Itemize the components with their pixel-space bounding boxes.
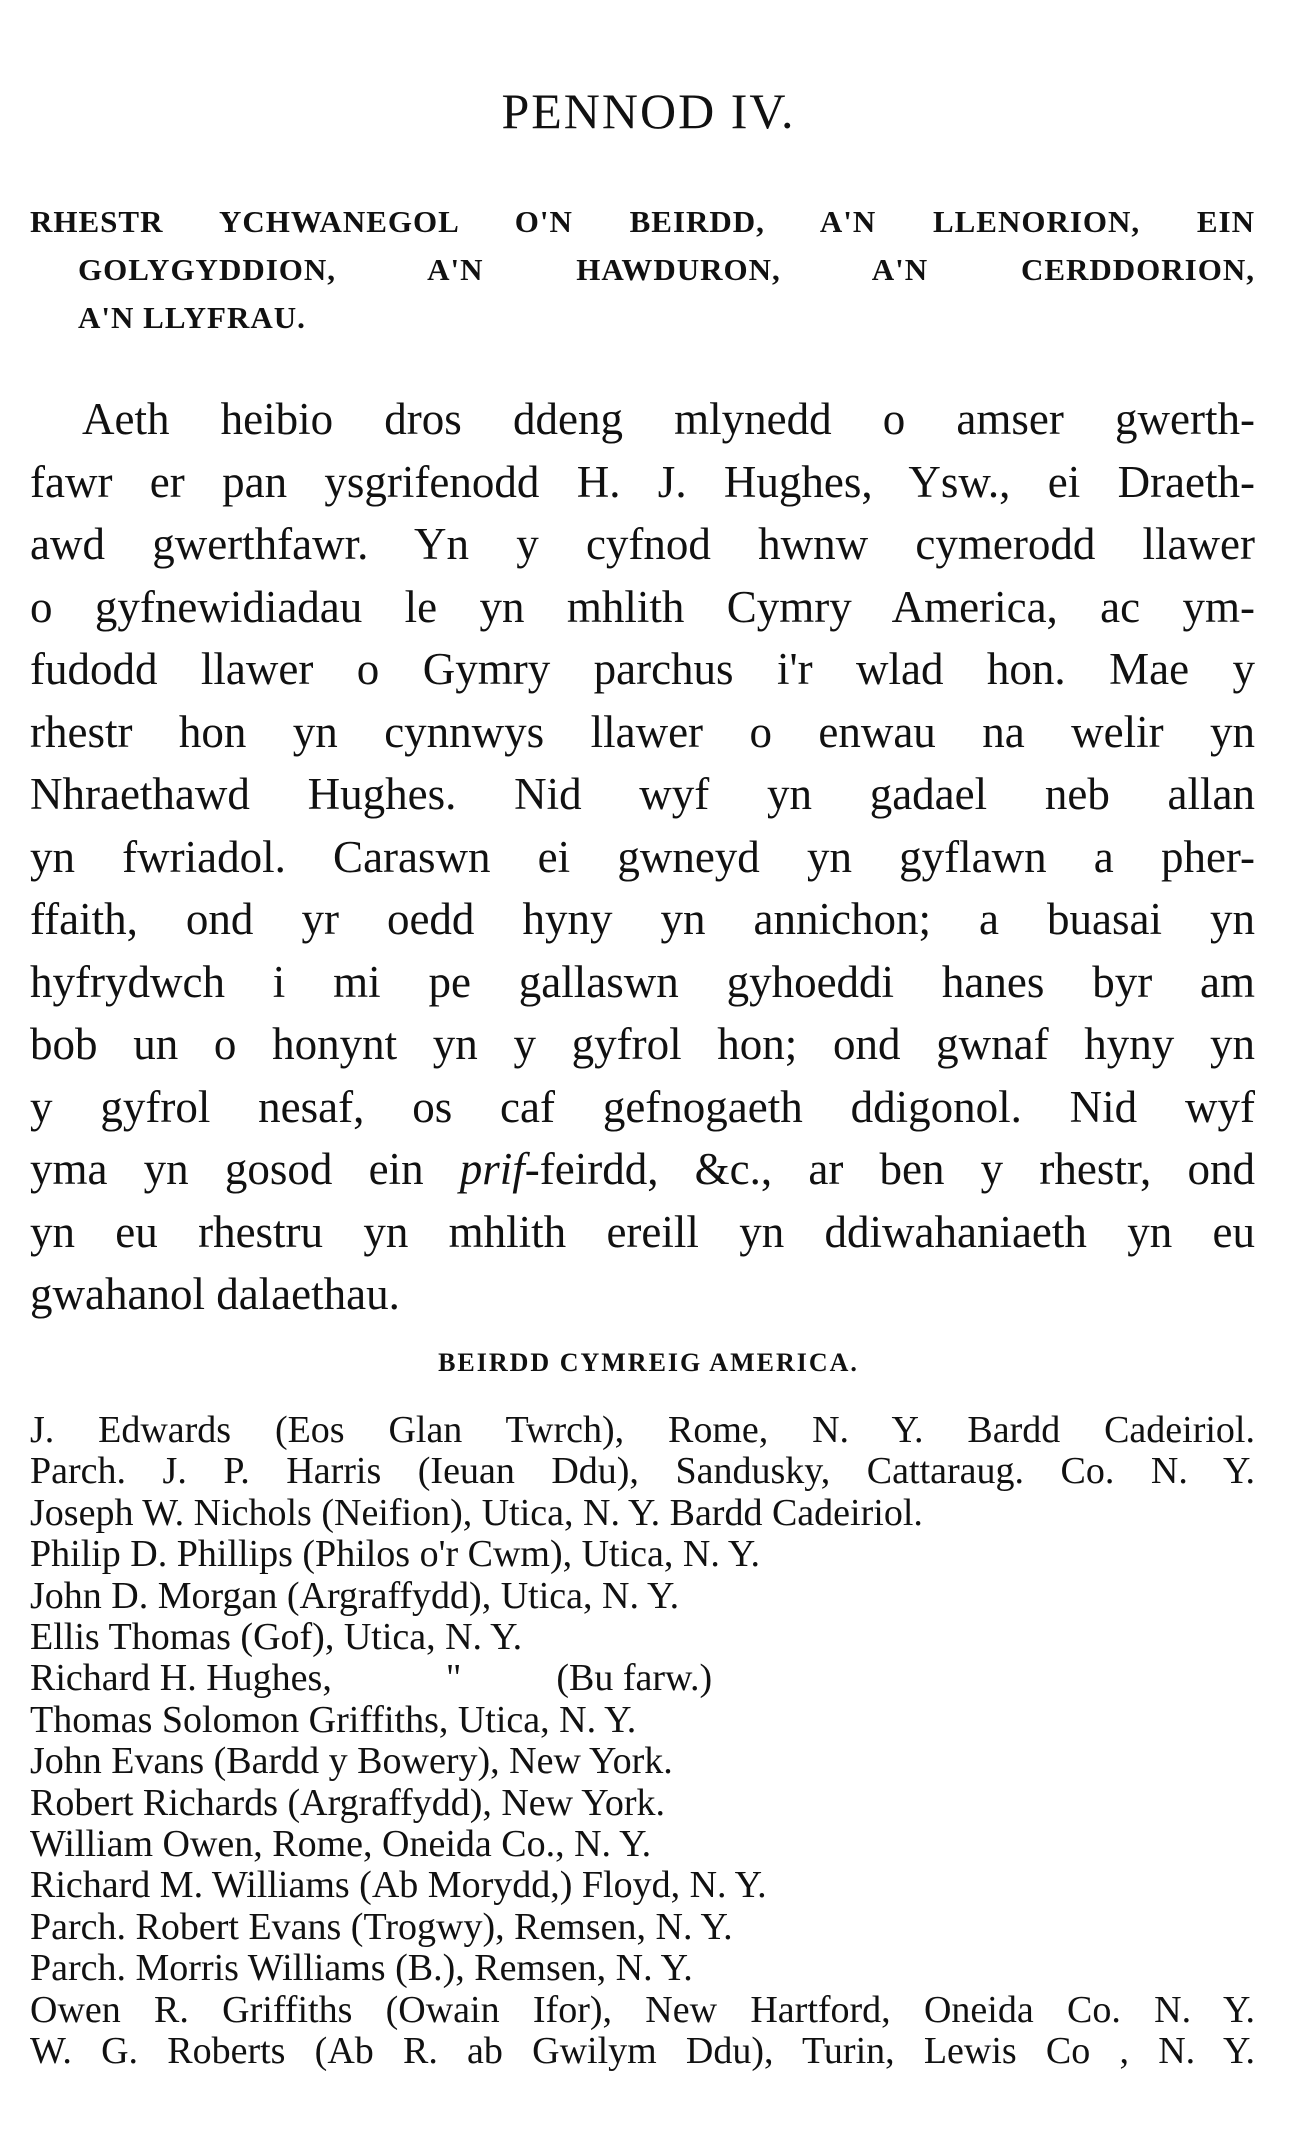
paragraph-line: bob un o honynt yn y gyfrol hon; ond gwnaf hyny yn [30,1019,1255,1069]
paragraph-line: yn fwriadol. Caraswn ei gwneyd yn gyflawn a pher- [30,831,1255,882]
subtitle-line: RHESTR YCHWANEGOL O'N BEIRDD, A'N LLENORION, EIN [30,204,1255,239]
list-item: Parch. Morris Williams (B.), Remsen, N. Y. [30,1947,693,1990]
list-item: J. Edwards (Eos Glan Twrch), Rome, N. Y. Bardd Cadeiriol. [30,1409,1255,1451]
line-text-after: -feirdd, &c., ar ben y rhestr, ond [524,1144,1255,1194]
paragraph-line: Nhraethawd Hughes. Nid wyf yn gadael neb allan [30,769,1255,819]
paragraph-line: rhestr hon yn cynnwys llawer o enwau na welir yn [30,706,1255,757]
paragraph-line: awd gwerthfawr. Yn y cyfnod hwnw cymerodd llawer [30,519,1255,569]
subtitle-line: A'N LLYFRAU. [78,300,306,335]
list-item: Parch. Robert Evans (Trogwy), Remsen, N. Y. [30,1905,733,1948]
paragraph-line: ffaith, ond yr oedd hyny yn annichon; a buasai yn [30,894,1255,944]
paragraph-line: y gyfrol nesaf, os caf gefnogaeth ddigonol. Nid wyf [30,1081,1255,1132]
list-item: William Owen, Rome, Oneida Co., N. Y. [30,1823,652,1866]
section-heading: BEIRDD CYMREIG AMERICA. [438,1348,859,1377]
list-item: Richard H. Hughes, " (Bu farw.) [30,1657,713,1700]
paragraph-line: o gyfnewidiadau le yn mhlith Cymry America, ac ym- [30,581,1255,632]
list-item: Ellis Thomas (Gof), Utica, N. Y. [30,1616,523,1659]
chapter-title: PENNOD IV. [501,83,796,139]
paragraph-line: fawr er pan ysgrifenodd H. J. Hughes, Ysw., ei Draeth- [30,456,1255,507]
paragraph-line: gwahanol dalaethau. [30,1269,400,1319]
list-item: Thomas Solomon Griffiths, Utica, N. Y. [30,1698,637,1741]
paragraph-line: fudodd llawer o Gymry parchus i'r wlad hon. Mae y [30,644,1255,694]
paragraph-line-with-italic [30,1138,1255,1201]
list-item: John D. Morgan (Argraffydd), Utica, N. Y. [30,1574,680,1617]
paragraph-line: yn eu rhestru yn mhlith ereill yn ddiwahaniaeth yn eu [30,1206,1255,1257]
paragraph-line: hyfrydwch i mi pe gallaswn gyhoeddi hanes byr am [30,956,1255,1007]
chapter-subtitle [30,198,1255,342]
list-item: Richard M. Williams (Ab Morydd,) Floyd, N. Y. [30,1864,767,1907]
intro-paragraph [30,388,1255,1326]
italic-word: prif [459,1144,525,1194]
paragraph-line: Aeth heibio dros ddeng mlynedd o amser gwerth- [82,394,1255,444]
subtitle-line: GOLYGYDDION, A'N HAWDURON, A'N CERDDORION, [78,252,1255,287]
list-item: Philip D. Phillips (Philos o'r Cwm), Utica, N. Y. [30,1533,760,1576]
list-item: Owen R. Griffiths (Owain Ifor), New Hartford, Oneida Co. N. Y. [30,1988,1255,2031]
list-item: Parch. J. P. Harris (Ieuan Ddu), Sandusky, Cattaraug. Co. N. Y. [30,1450,1255,1493]
list-item: Robert Richards (Argraffydd), New York. [30,1781,665,1824]
list-item: W. G. Roberts (Ab R. ab Gwilym Ddu), Turin, Lewis Co , N. Y. [30,2030,1255,2073]
poet-list [30,1410,1255,2073]
list-item: John Evans (Bardd y Bowery), New York. [30,1740,673,1783]
line-text-before: yma yn gosod ein [30,1144,460,1194]
list-item: Joseph W. Nichols (Neifion), Utica, N. Y. Bardd Cadeiriol. [30,1491,923,1534]
